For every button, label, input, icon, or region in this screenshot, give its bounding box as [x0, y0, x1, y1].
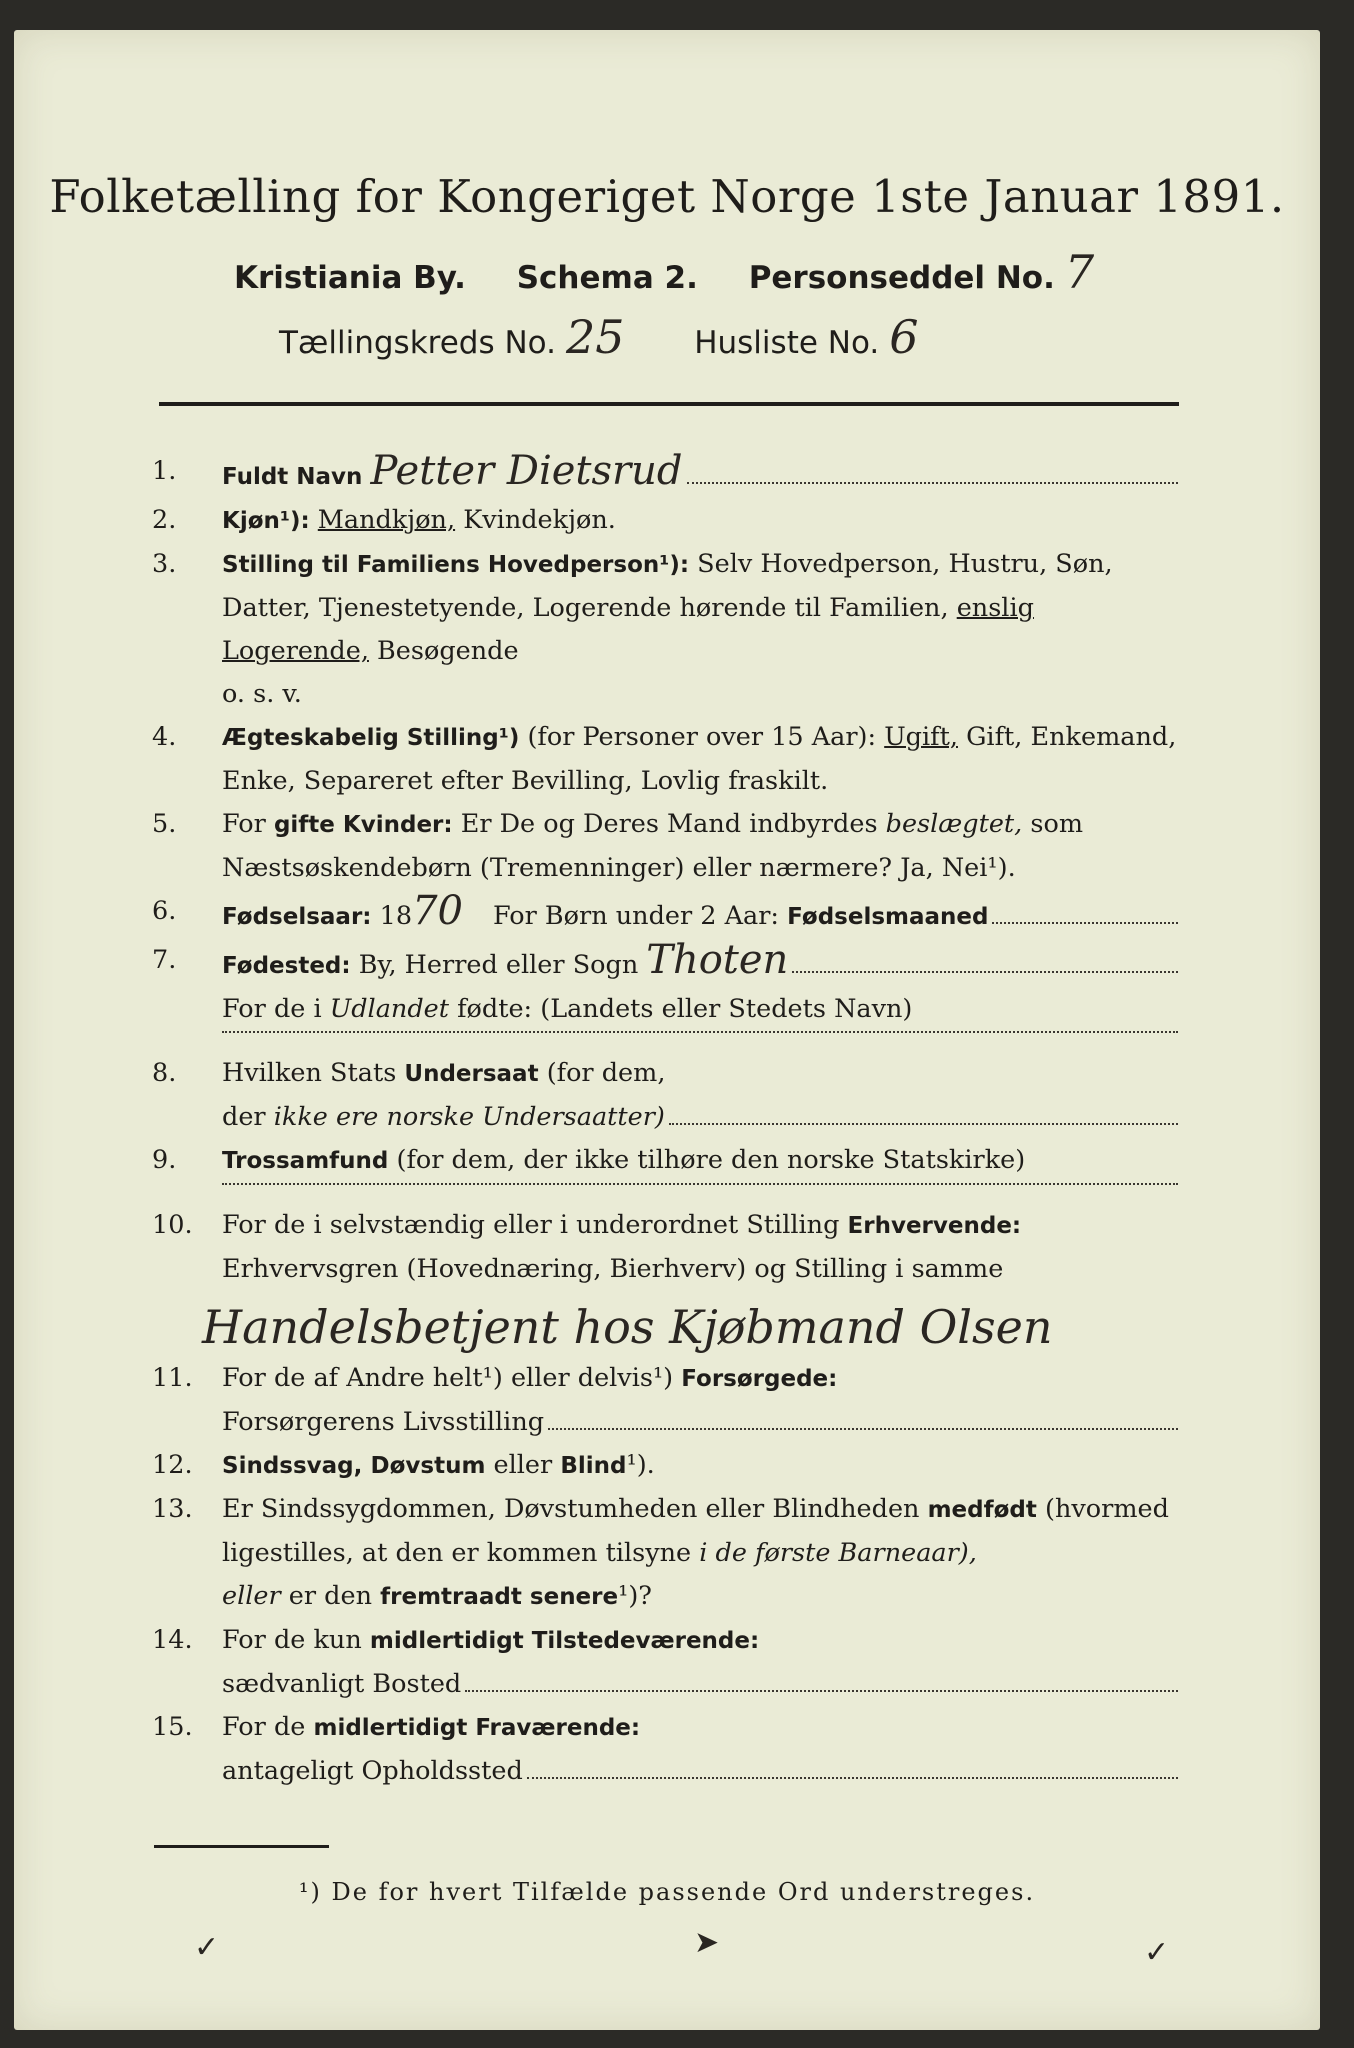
- fill-line: [527, 1777, 1178, 1779]
- kreds-value: 25: [565, 310, 625, 364]
- temporary-absent-label: midlertidigt Fraværende:: [313, 1715, 641, 1741]
- family-position-label: Stilling til Familiens Hovedperson¹):: [222, 552, 690, 578]
- birth-year-label: Fødselsaar:: [222, 904, 372, 930]
- schema-label: Schema 2.: [516, 260, 698, 296]
- question-1: [152, 450, 1182, 499]
- occupation-value: Handelsbetjent hos Kjøbmand Olsen: [202, 1300, 1053, 1354]
- footnote-ref: ¹).: [626, 1450, 655, 1480]
- dependent-label: Forsørgede:: [681, 1366, 838, 1392]
- insane-label: Sindssvag,: [222, 1453, 363, 1479]
- congenital-or: eller: [222, 1581, 281, 1611]
- form-title: Folketælling for Kongeriget Norge 1ste Januar 1891.: [49, 170, 1285, 223]
- question-14: [152, 1619, 1182, 1706]
- family-position-options-2: Besøgende: [377, 636, 519, 666]
- full-name-value: Petter Dietsrud: [370, 448, 683, 494]
- form-subtitle: [234, 245, 1104, 299]
- usual-residence-label: sædvanligt Bosted: [222, 1669, 462, 1699]
- occupation-prefix: For de i selvstændig eller i underordnet Stilling: [222, 1210, 840, 1240]
- husliste-value: 6: [889, 310, 919, 364]
- occupation-label: Erhvervende:: [847, 1213, 1022, 1239]
- footnote: ¹) De for hvert Tilfælde passende Ord understreges.: [298, 1878, 1036, 1906]
- sex-label: Kjøn¹):: [222, 508, 310, 534]
- birthplace-label: Fødested:: [222, 953, 351, 979]
- birthplace-note: By, Herred eller Sogn: [358, 950, 639, 980]
- citizenship-non-norwegian: ikke ere norske Undersaatter): [273, 1102, 665, 1132]
- citizenship-prefix: Hvilken Stats: [222, 1058, 397, 1088]
- fill-line: [992, 922, 1178, 924]
- question-2: [152, 499, 1182, 543]
- family-position-etc: o. s. v.: [222, 679, 302, 709]
- question-11: [152, 1357, 1182, 1444]
- question-number: 8.: [152, 1058, 177, 1088]
- question-3: [152, 543, 1182, 716]
- fill-line: [465, 1690, 1178, 1692]
- marital-status-note: (for Personer over 15 Aar):: [527, 722, 877, 752]
- question-7: [152, 939, 1182, 1042]
- fill-line: [792, 971, 1178, 973]
- birth-month-note: For Børn under 2 Aar:: [492, 901, 780, 931]
- question-9: [152, 1139, 1182, 1194]
- question-number: 1.: [152, 456, 177, 486]
- religion-label: Trossamfund: [222, 1148, 389, 1174]
- header-divider: [159, 402, 1179, 406]
- question-number: 15.: [152, 1712, 193, 1742]
- deaf-label: Døvstum: [370, 1453, 486, 1479]
- congenital-childhood: i de første Barneaar),: [699, 1538, 977, 1568]
- arrow-mark-icon: ➤: [694, 1925, 720, 1960]
- fill-line: [687, 482, 1178, 484]
- question-5: [152, 803, 1182, 890]
- later-onset-label: fremtraadt senere: [380, 1584, 619, 1610]
- question-10: [152, 1204, 1182, 1357]
- family-position-options: Selv Hovedperson, Hustru, Søn, Datter, Tjenestetyende, Logerende hørende til Familien,: [222, 549, 1113, 623]
- question-number: 3.: [152, 549, 177, 579]
- citizenship-note: (for dem,: [546, 1058, 666, 1088]
- temporary-absent-prefix: For de: [222, 1712, 306, 1742]
- check-mark-icon: ✓: [194, 1930, 220, 1965]
- husliste-label: Husliste No.: [694, 325, 880, 361]
- marital-status-selected: Ugift,: [884, 722, 958, 752]
- birthplace-value: Thoten: [646, 937, 789, 983]
- marital-status-label: Ægteskabelig Stilling¹): [222, 725, 520, 751]
- full-name-label: Fuldt Navn: [222, 464, 363, 490]
- form-district-line: [279, 310, 929, 364]
- footnote-divider: [154, 1845, 329, 1848]
- kreds-label: Tællingskreds No.: [279, 325, 556, 361]
- question-12: [152, 1444, 1182, 1488]
- question-number: 11.: [152, 1363, 193, 1393]
- probable-residence-label: antageligt Opholdssted: [222, 1756, 523, 1786]
- question-number: 13.: [152, 1494, 193, 1524]
- citizenship-note-2: der: [222, 1102, 266, 1132]
- question-number: 2.: [152, 505, 177, 535]
- occupation-note: Erhvervsgren (Hovednæring, Bierhverv) og Stilling i samme: [222, 1254, 1004, 1284]
- question-number: 14.: [152, 1625, 193, 1655]
- family-position-selected: enslig Logerende,: [222, 593, 1034, 666]
- census-form-sheet: [14, 30, 1320, 2030]
- question-number: 10.: [152, 1210, 193, 1240]
- foreign-born-prefix: For de i: [222, 994, 322, 1024]
- dependent-prefix: For de af Andre helt¹) eller delvis¹): [222, 1363, 674, 1393]
- married-women-text: Er De og Deres Mand indbyrdes: [460, 809, 878, 839]
- congenital-note: (hvormed ligestilles, at den er kommen tilsyne: [222, 1494, 1169, 1568]
- birth-month-label: Fødselsmaaned: [787, 904, 989, 930]
- or-text: eller: [493, 1450, 553, 1480]
- congenital-note-2: er den: [288, 1581, 373, 1611]
- footnote-ref: ¹)?: [618, 1581, 652, 1611]
- fill-line: [222, 1183, 1178, 1185]
- birth-year-prefix: 18: [379, 901, 413, 931]
- religion-note: (for dem, der ikke tilhøre den norske Statskirke): [396, 1145, 1026, 1175]
- temporary-present-prefix: For de kun: [222, 1625, 362, 1655]
- citizenship-label: Undersaat: [404, 1061, 539, 1087]
- provider-occupation-label: Forsørgerens Livsstilling: [222, 1407, 545, 1437]
- city-label: Kristiania By.: [234, 260, 466, 296]
- foreign-born-label: Udlandet: [329, 994, 449, 1024]
- personseddel-value: 7: [1064, 245, 1095, 299]
- question-8: [152, 1052, 1182, 1139]
- congenital-label: medfødt: [927, 1497, 1037, 1523]
- married-women-related: beslægtet,: [885, 809, 1023, 839]
- question-list: [152, 450, 1182, 1793]
- question-number: 6.: [152, 896, 177, 926]
- married-women-text-2: som Næstsøskendebørn (Tremenninger) eller nærmere? Ja, Nei¹).: [222, 809, 1084, 883]
- married-women-prefix: For: [222, 809, 266, 839]
- sex-option-male: Mandkjøn,: [317, 505, 456, 535]
- temporary-present-label: midlertidigt Tilstedeværende:: [369, 1628, 760, 1654]
- congenital-prefix: Er Sindssygdommen, Døvstumheden eller Blindheden: [222, 1494, 920, 1524]
- sex-option-female: Kvindekjøn.: [463, 505, 616, 535]
- question-number: 4.: [152, 722, 177, 752]
- question-number: 12.: [152, 1450, 193, 1480]
- question-6: [152, 890, 1182, 939]
- personseddel-label: Personseddel No.: [748, 260, 1055, 296]
- question-13: [152, 1488, 1182, 1619]
- blind-label: Blind: [560, 1453, 627, 1479]
- question-number: 9.: [152, 1145, 177, 1175]
- question-number: 5.: [152, 809, 177, 839]
- question-4: [152, 716, 1182, 803]
- fill-line: [548, 1428, 1178, 1430]
- birth-year-value: 70: [412, 888, 463, 934]
- check-mark-icon: ✓: [1144, 1935, 1170, 1970]
- question-number: 7.: [152, 945, 177, 975]
- fill-line: [222, 1031, 1178, 1033]
- married-women-label: gifte Kvinder:: [273, 812, 453, 838]
- marital-status-options: Gift, Enkemand, Enke, Separeret efter Bevilling, Lovlig fraskilt.: [222, 722, 1177, 796]
- fill-line: [669, 1123, 1178, 1125]
- question-15: [152, 1706, 1182, 1793]
- foreign-born-note: fødte: (Landets eller Stedets Navn): [457, 994, 913, 1024]
